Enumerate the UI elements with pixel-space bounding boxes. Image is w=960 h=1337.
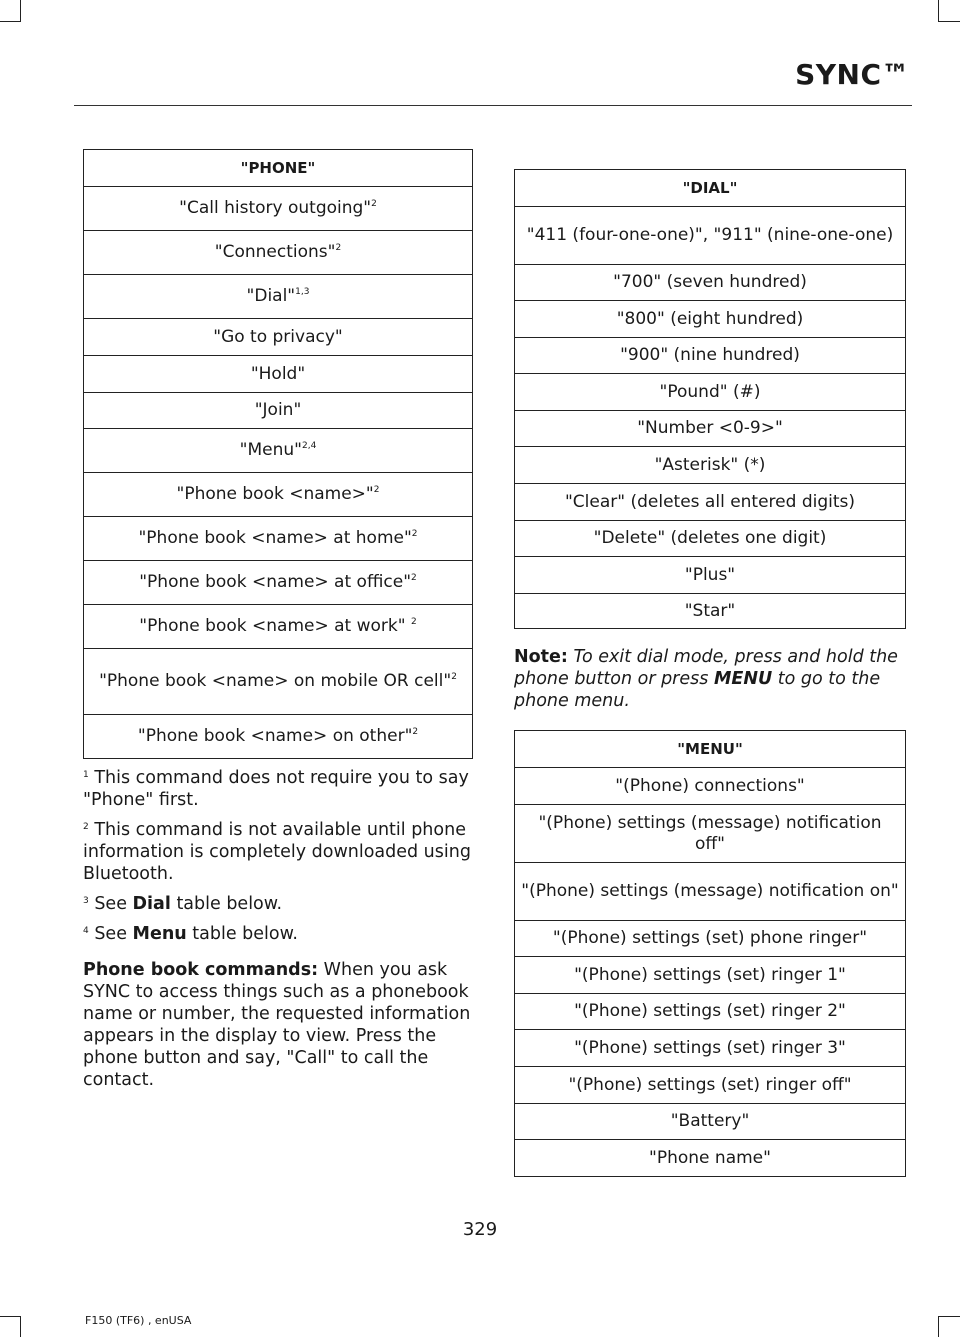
- crop-mark: [20, 0, 21, 22]
- section-title: SYNC™: [795, 58, 910, 91]
- table-row: "700" (seven hundred): [515, 265, 906, 301]
- table-row: "Clear" (deletes all entered digits): [515, 484, 906, 521]
- table-row: "Number <0-9>": [515, 411, 906, 447]
- table-row: "Dial"$^{1,3}$: [84, 275, 473, 319]
- footnote: $^1$ This command does not require you to say "Phone" first.: [83, 768, 469, 810]
- table-row: "Battery": [515, 1104, 906, 1140]
- table-row: "Phone book <name>"$^2$: [84, 473, 473, 517]
- table-row: "Phone name": [515, 1140, 906, 1177]
- table-row: "(Phone) settings (set) ringer 2": [515, 994, 906, 1030]
- table-row: "Phone book <name> on mobile OR cell"$^2$: [84, 649, 473, 715]
- crop-mark: [0, 21, 20, 22]
- page-number: 329: [462, 1219, 498, 1240]
- table-row: "Connections"$^2$: [84, 231, 473, 275]
- table-row: "(Phone) settings (message) notification on": [515, 863, 906, 921]
- table-row: "Join": [84, 393, 473, 429]
- table-row: "900" (nine hundred): [515, 338, 906, 374]
- table-heading: "PHONE": [84, 150, 473, 187]
- footer-label: F150 (TF6) , enUSA: [85, 1314, 192, 1327]
- table-row: "Pound" (#): [515, 374, 906, 411]
- table-row: "Phone book <name> at work" $^2$: [84, 605, 473, 649]
- phone-commands-table: [83, 149, 473, 759]
- table-row: "(Phone) settings (message) notification off": [515, 805, 906, 863]
- table-row: "Menu"$^{2,4}$: [84, 429, 473, 473]
- table-heading: "DIAL": [515, 170, 906, 207]
- phonebook-commands-paragraph: Phone book commands: When you ask SYNC to access things such as a phonebook name or number, the requested information appears in the display to view. Press the phone button and say, "Call" to call the contact.: [83, 960, 471, 1090]
- table-row: "Phone book <name> at office"$^2$: [84, 561, 473, 605]
- crop-mark: [938, 0, 939, 22]
- table-row: "Go to privacy": [84, 319, 473, 356]
- table-row: "Plus": [515, 557, 906, 594]
- footnote: $^4$ See Menu table below.: [83, 924, 298, 944]
- crop-mark: [939, 21, 960, 22]
- table-row: "Delete" (deletes one digit): [515, 521, 906, 557]
- menu-commands-table: [514, 730, 906, 1177]
- header-divider: [74, 105, 912, 106]
- table-row: "Phone book <name> on other"$^2$: [84, 715, 473, 759]
- table-row: "800" (eight hundred): [515, 301, 906, 338]
- table-row: "(Phone) settings (set) ringer 3": [515, 1030, 906, 1067]
- footnote: $^2$ This command is not available until phone information is completely downloaded using Bluetooth.: [83, 820, 471, 884]
- table-row: "Hold": [84, 356, 473, 393]
- table-row: "Phone book <name> at home"$^2$: [84, 517, 473, 561]
- table-heading: "MENU": [515, 731, 906, 768]
- crop-mark: [0, 1316, 20, 1317]
- crop-mark: [20, 1316, 21, 1337]
- footnotes: [83, 767, 473, 1099]
- table-row: "(Phone) settings (set) phone ringer": [515, 921, 906, 957]
- dial-mode-note: Note: To exit dial mode, press and hold the phone button or press MENU to go to the phone menu.: [514, 647, 898, 711]
- crop-mark: [938, 1316, 939, 1337]
- dial-commands-table: [514, 169, 906, 629]
- table-row: "Star": [515, 594, 906, 629]
- table-row: "(Phone) settings (set) ringer off": [515, 1067, 906, 1104]
- crop-mark: [939, 1316, 960, 1317]
- table-row: "(Phone) settings (set) ringer 1": [515, 957, 906, 994]
- table-row: "Call history outgoing"$^2$: [84, 187, 473, 231]
- table-row: "Asterisk" (*): [515, 447, 906, 484]
- footnote: $^3$ See Dial table below.: [83, 894, 283, 914]
- table-row: "(Phone) connections": [515, 768, 906, 805]
- table-row: "411 (four-one-one)", "911" (nine-one-one): [515, 207, 906, 265]
